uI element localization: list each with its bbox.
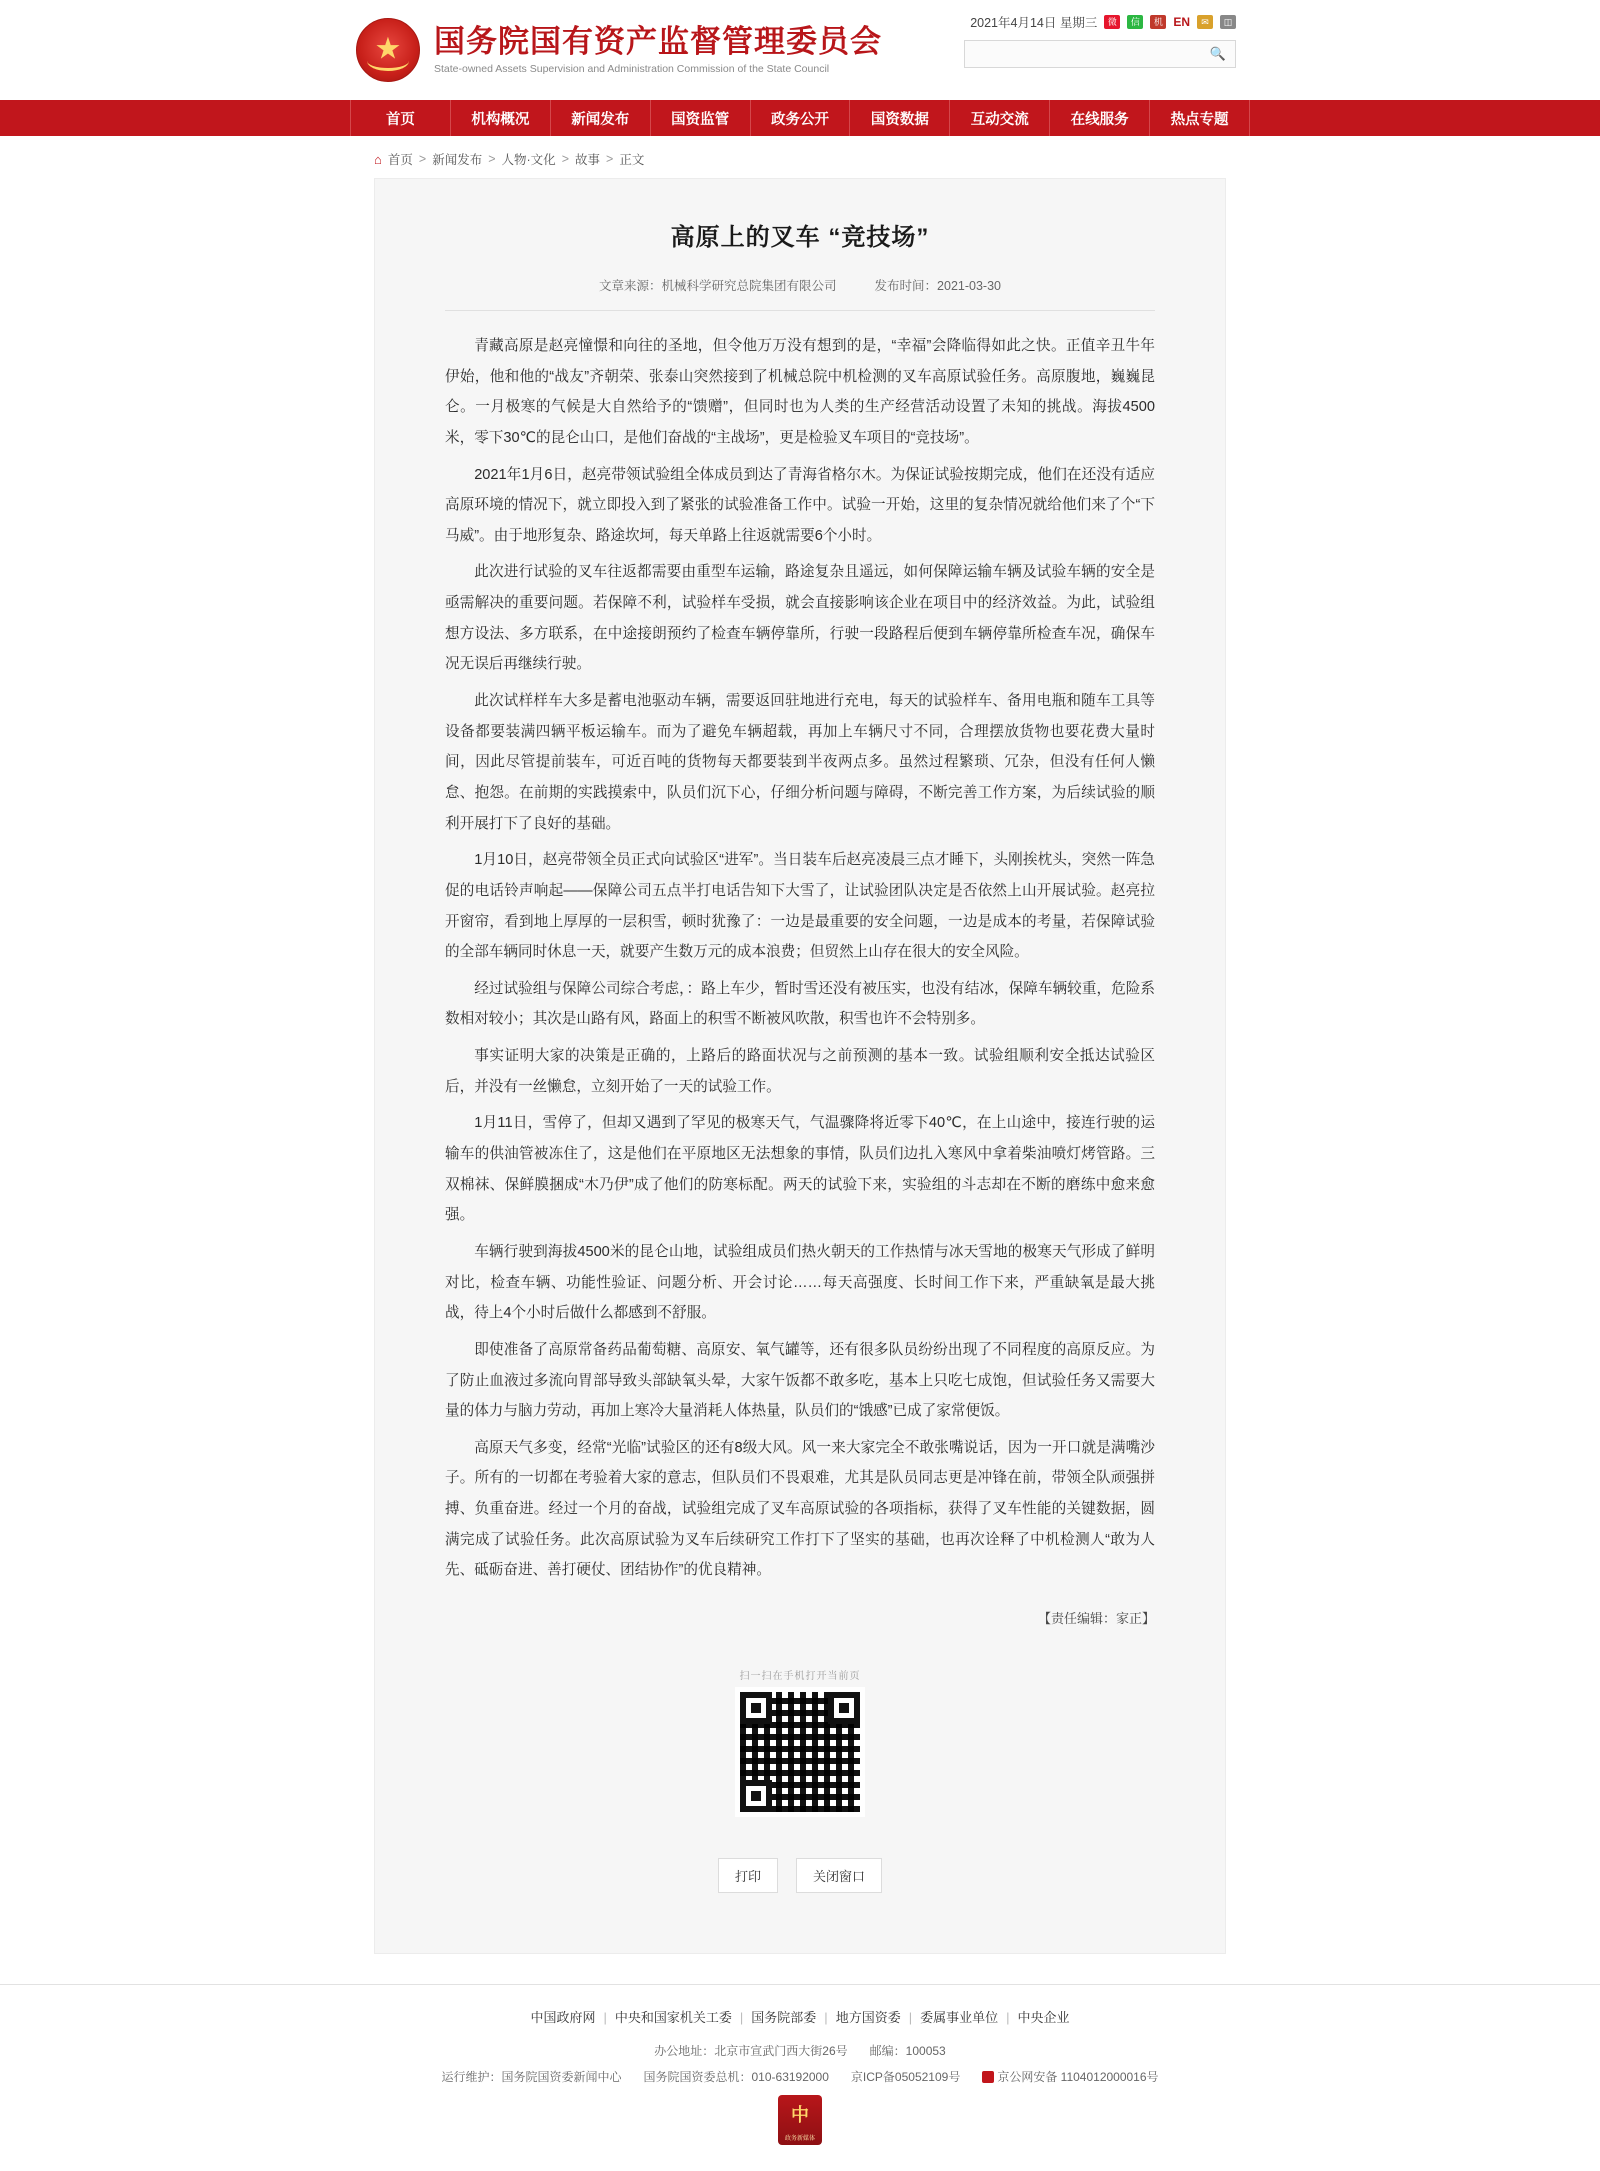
search-input[interactable] <box>973 46 1209 62</box>
footer-link-1[interactable]: 中央和国家机关工委 <box>614 2009 732 2025</box>
search-icon[interactable]: 🔍 <box>1209 46 1227 61</box>
footer-link-3[interactable]: 地方国资委 <box>835 2009 901 2025</box>
brand-title-cn: 国务院国有资产监督管理委员会 <box>434 23 882 59</box>
mobile-site-icon[interactable]: ◫ <box>1220 15 1236 29</box>
breadcrumb-item-2[interactable]: 人物·文化 <box>501 153 556 167</box>
page-body <box>0 178 1600 1984</box>
footer-sep: | <box>908 2009 913 2025</box>
article-paragraph: 1月10日，赵亮带领全员正式向试验区“进军”。当日装车后赵亮凌晨三点才睡下，头刚挨枕头，突然一阵急促的电话铃声响起——保障公司五点半打电话告知下大雪了，让试验团队决定是否依然上山开展试验。赵亮拉开窗帘，看到地上厚厚的一层积雪，顿时犹豫了：一边是最重要的安全问题，一边是成本的考量，若保障试验的全部车辆同时休息一天，就要产生数万元的成本浪费；但贸然上山存在很大的安全风险。 <box>445 852 1155 961</box>
footer-address-label: 办公地址： <box>654 2043 715 2058</box>
footer-sep: | <box>1006 2009 1010 2025</box>
footer-postcode-value: 100053 <box>905 2043 946 2058</box>
article-source-label: 文章来源： <box>599 279 662 293</box>
search-box[interactable] <box>964 40 1236 68</box>
article-source-value: 机械科学研究总院集团有限公司 <box>661 279 837 293</box>
gov-media-badge[interactable] <box>778 2095 822 2145</box>
footer-info-line <box>0 2068 1600 2085</box>
footer-icp-link[interactable]: 京ICP备05052109号 <box>850 2069 961 2084</box>
wechat-icon[interactable]: 信 <box>1127 15 1143 29</box>
footer-address-value: 北京市宣武门西大街26号 <box>714 2043 848 2058</box>
breadcrumb-item-0[interactable]: 首页 <box>387 153 413 167</box>
article-body <box>445 311 1155 1586</box>
article-paragraph: 2021年1月6日，赵亮带领试验组全体成员到达了青海省格尔木。为保证试验按期完成，他们在还没有适应高原环境的情况下，就立即投入到了紧张的试验准备工作中。试验一开始，这里的复杂情况就给他们来了个“下马威”。由于地形复杂、路途坎坷，每天单路上往返就需要6个小时。 <box>445 466 1155 544</box>
nav-item-supervision[interactable]: 国资监管 <box>651 100 751 136</box>
home-icon[interactable]: ⌂ <box>374 151 382 167</box>
english-link[interactable]: EN <box>1173 15 1190 29</box>
close-window-button[interactable]: 关闭窗口 <box>796 1858 882 1893</box>
footer-address-line <box>0 2042 1600 2059</box>
footer-hotline-label: 国务院国资委总机： <box>643 2069 752 2084</box>
main-nav <box>0 100 1600 136</box>
qr-finder-icon <box>828 1692 860 1724</box>
nav-item-affairs[interactable]: 政务公开 <box>751 100 851 136</box>
site-brand[interactable] <box>356 18 882 82</box>
breadcrumb-separator: > <box>488 152 496 166</box>
site-header <box>0 0 1600 100</box>
mobile-icon[interactable]: 机 <box>1150 15 1166 29</box>
footer-link-4[interactable]: 委属事业单位 <box>920 2009 999 2025</box>
header-right <box>964 12 1236 68</box>
gov-media-badge-sub: 政务新媒体 <box>784 2135 815 2142</box>
article-time-value: 2021-03-30 <box>937 279 1001 293</box>
current-date: 2021年4月14日 星期三 <box>970 16 1098 30</box>
article-paragraph: 此次进行试验的叉车往返都需要由重型车运输，路途复杂且遥远，如何保障运输车辆及试验车辆的安全是亟需解决的重要问题。若保障不利，试验样车受损，就会直接影响该企业在项目中的经济效益。为此，试验组想方设法、多方联系，在中途接朗预约了检查车辆停靠所，行驶一段路程后便到车辆停靠所检查车况，确保车况无误后再继续行驶。 <box>445 564 1155 673</box>
article-paragraph: 经过试验组与保障公司综合考虑，：路上车少，暂时雪还没有被压实，也没有结冰，保障车辆较重，危险系数相对较小；其次是山路有风，路面上的积雪不断被风吹散，积雪也许不会特别多。 <box>445 980 1155 1028</box>
breadcrumb-separator: > <box>561 152 569 166</box>
nav-item-data[interactable]: 国资数据 <box>850 100 950 136</box>
footer-sep: | <box>603 2009 607 2025</box>
footer-links <box>0 2007 1600 2026</box>
breadcrumb-separator: > <box>418 152 427 166</box>
nav-item-home[interactable]: 首页 <box>350 100 451 136</box>
page-title: 高原上的叉车 “竞技场” <box>670 224 930 251</box>
article-actions <box>445 1858 1155 1893</box>
article-paragraph: 高原天气多变，经常“光临”试验区的还有8级大风。风一来大家完全不敢张嘴说话，因为一开口就是满嘴沙子。所有的一切都在考验着大家的意志，但队员们不畏艰难，尤其是队员同志更是冲锋在前，带领全队顽强拼搏、负重奋进。经过一个月的奋战，试验组完成了叉车高原试验的各项指标，获得了叉车性能的关键数据，圆满完成了试验任务。此次高原试验为叉车后续研究工作打下了坚实的基础，也再次诠释了中机检测人“敢为人先、砥砺奋进、善打硬仗、团结协作”的优良精神。 <box>445 1439 1155 1579</box>
breadcrumb-item-3[interactable]: 故事 <box>575 153 601 167</box>
article-editor: 【责任编辑：家正】 <box>1037 1610 1155 1626</box>
qr-finder-icon <box>740 1692 772 1724</box>
article-paragraph: 1月11日，雪停了，但却又遇到了罕见的极寒天气，气温骤降将近零下40℃，在上山途中，接连行驶的运输车的供油管被冻住了，这是他们在平原地区无法想象的事情，队员们边扎入寒风中拿着柴油喷灯烤管路。三双棉袜、保鲜膜捆成“木乃伊”成了他们的防寒标配。两天的试验下来，实验组的斗志却在不断的磨练中愈来愈强。 <box>445 1115 1155 1224</box>
article-time-label: 发布时间： <box>874 279 938 293</box>
print-button[interactable]: 打印 <box>718 1858 778 1893</box>
article-paragraph: 此次试样样车大多是蓄电池驱动车辆，需要返回驻地进行充电，每天的试验样车、备用电瓶和随车工具等设备都要装满四辆平板运输车。而为了避免车辆超载，再加上车辆尺寸不同，合理摆放货物也要花费大量时间，因此尽管提前装车，可近百吨的货物每天都要装到半夜两点多。虽然过程繁琐、冗杂，但没有任何人懒怠、抱怨。在前期的实践摸索中，队员们沉下心，仔细分析问题与障碍，不断完善工作方案，为后续试验的顺利开展打下了良好的基础。 <box>445 693 1155 832</box>
weibo-icon[interactable]: 微 <box>1104 15 1120 29</box>
footer-police-link[interactable]: 京公网安备 1104012000016号 <box>997 2069 1159 2084</box>
article-time <box>875 276 1001 294</box>
main-nav-list <box>350 100 1250 136</box>
nav-item-overview[interactable]: 机构概况 <box>451 100 551 136</box>
footer-link-0[interactable]: 中国政府网 <box>530 2009 596 2025</box>
article-paragraph: 车辆行驶到海拔4500米的昆仑山地，试验组成员们热火朝天的工作热情与冰天雪地的极寒天气形成了鲜明对比，检查车辆、功能性验证、问题分析、开会讨论……每天高强度、长时间工作下来，严重缺氧是最大挑战，待上4个小时后做什么都感到不舒服。 <box>445 1243 1155 1322</box>
qr-tip: 扫一扫在手机打开当前页 <box>739 1670 861 1682</box>
national-emblem-icon <box>356 18 420 82</box>
breadcrumb-item-1[interactable]: 新闻发布 <box>432 153 483 167</box>
qr-finder-icon <box>740 1780 772 1812</box>
breadcrumb-bar <box>0 136 1600 178</box>
brand-text <box>434 25 882 76</box>
footer-postcode-label: 邮编： <box>869 2043 906 2058</box>
nav-item-topics[interactable]: 热点专题 <box>1150 100 1250 136</box>
article-source <box>599 276 837 294</box>
qr-code <box>736 1688 864 1816</box>
breadcrumb-item-current: 正文 <box>619 153 645 167</box>
footer-link-5[interactable]: 中央企业 <box>1017 2009 1070 2025</box>
article-container <box>374 178 1226 1954</box>
mail-icon[interactable]: ✉ <box>1197 15 1213 29</box>
article-paragraph: 事实证明大家的决策是正确的，上路后的路面状况与之前预测的基本一致。试验组顺利安全抵达试验区后，并没有一丝懒怠，立刻开始了一天的试验工作。 <box>445 1048 1155 1095</box>
footer-hotline-value: 010-63192000 <box>751 2069 829 2084</box>
nav-item-services[interactable]: 在线服务 <box>1050 100 1150 136</box>
nav-item-news[interactable]: 新闻发布 <box>551 100 651 136</box>
article-paragraph: 青藏高原是赵亮憧憬和向往的圣地，但令他万万没有想到的是，“幸福”会降临得如此之快。正值辛丑牛年伊始，他和他的“战友”齐朝荣、张泰山突然接到了机械总院中机检测的叉车高原试验任务。高原腹地，巍巍昆仑。一月极寒的气候是大自然给予的“馈赠”，但同时也为人类的生产经营活动设置了未知的挑战。海拔4500米，零下30℃的昆仑山口，是他们奋战的“主战场”，更是检验叉车项目的“竞技场”。 <box>445 338 1155 446</box>
footer-maintainer-value: 国务院国资委新闻中心 <box>501 2069 622 2084</box>
footer-link-2[interactable]: 国务院部委 <box>751 2009 817 2025</box>
qr-zone <box>445 1667 1155 1816</box>
brand-title-en: State-owned Assets Supervision and Administration Commission of the State Council <box>434 62 830 75</box>
nav-item-interaction[interactable]: 互动交流 <box>950 100 1050 136</box>
article-meta <box>445 276 1155 311</box>
breadcrumb-separator: > <box>606 152 614 166</box>
breadcrumb <box>374 150 1226 168</box>
site-footer <box>0 1984 1600 2171</box>
footer-sep: | <box>824 2009 828 2025</box>
footer-maintainer-label: 运行维护： <box>441 2069 502 2084</box>
article-paragraph: 即使准备了高原常备药品葡萄糖、高原安、氧气罐等，还有很多队员纷纷出现了不同程度的高原反应。为了防止血液过多流向胃部导致头部缺氧头晕，大家午饭都不敢多吃，基本上只吃七成饱，但试验任务又需要大量的体力与脑力劳动，再加上寒冷大量消耗人体热量，队员们的“饿感”已成了家常便饭。 <box>445 1341 1155 1420</box>
header-meta <box>964 12 1236 32</box>
police-badge-icon <box>982 2071 994 2083</box>
gov-media-badge-glyph: 中 <box>791 2104 809 2125</box>
footer-sep: | <box>739 2009 744 2025</box>
